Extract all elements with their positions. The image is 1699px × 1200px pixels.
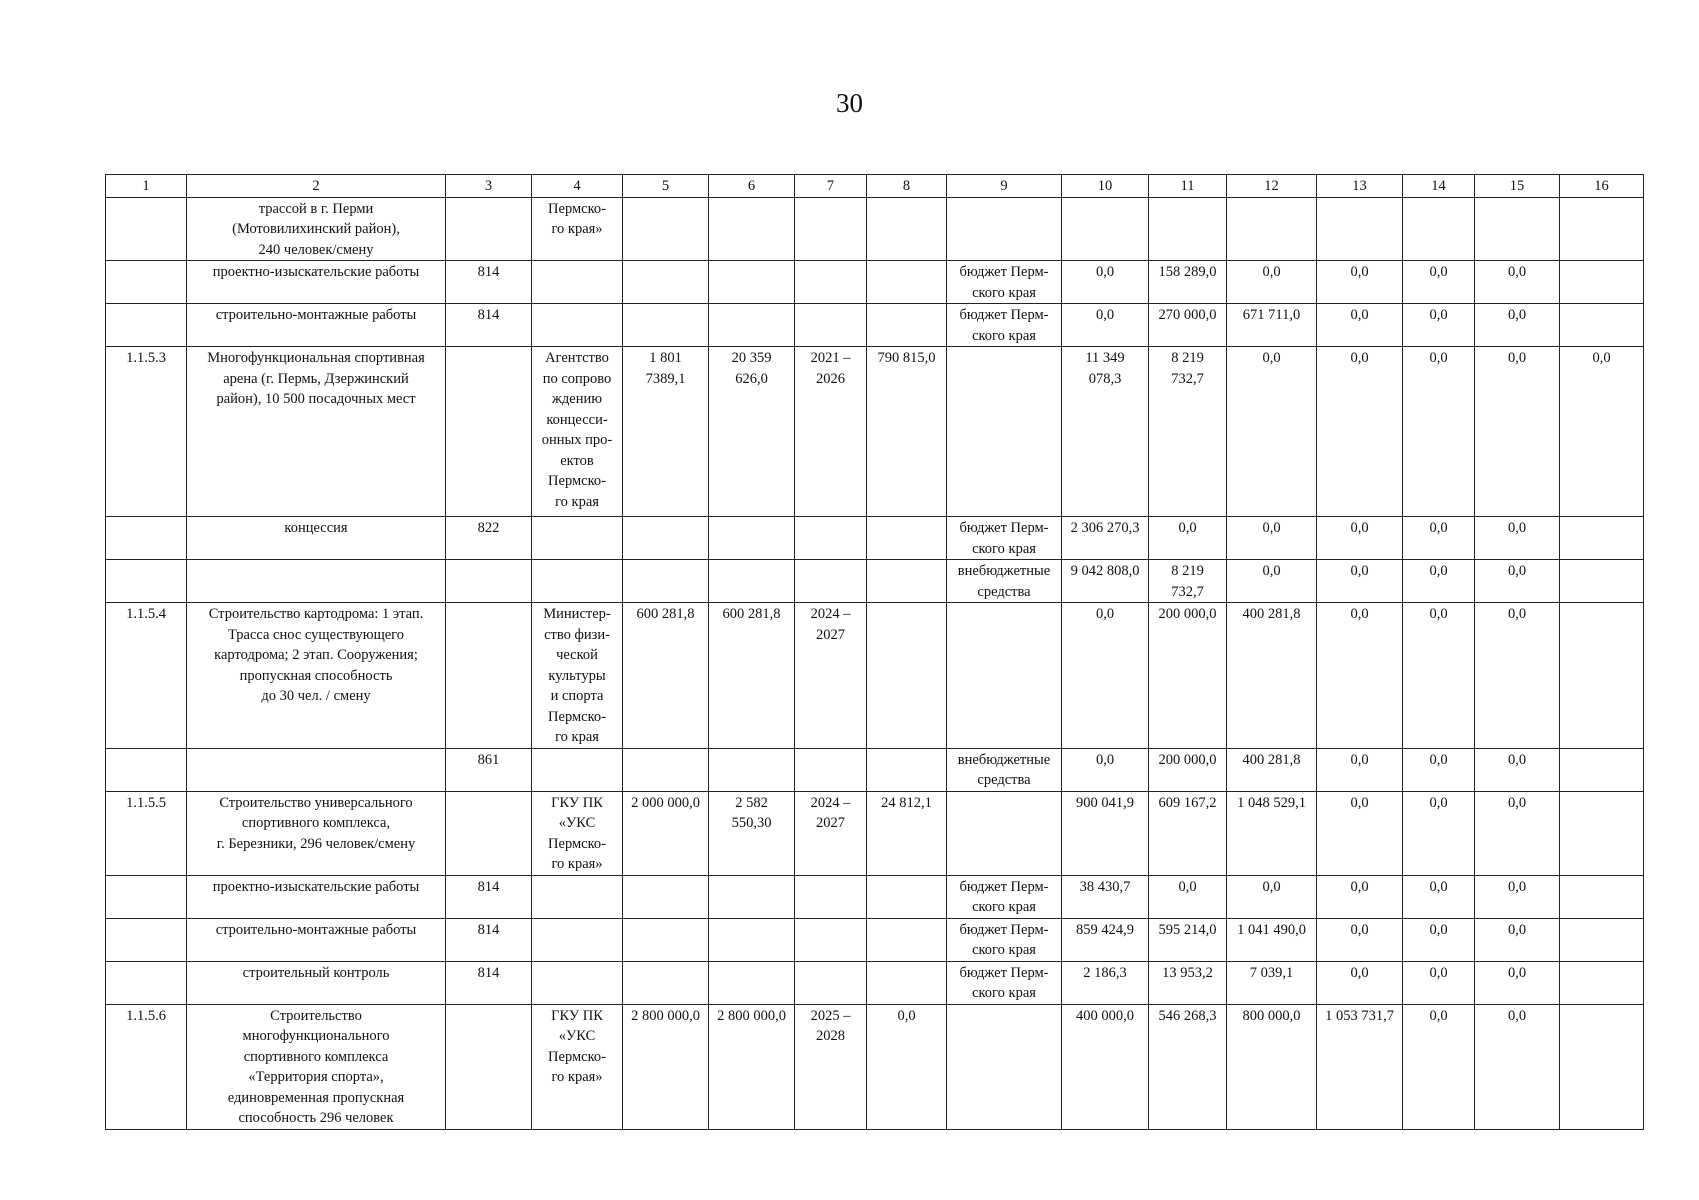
amount-cell: 1 053 731,7 — [1317, 1004, 1403, 1129]
period-cell: 2024 – 2027 — [795, 603, 867, 749]
period-cell — [795, 197, 867, 261]
source-cell: внебюджетные средства — [947, 560, 1062, 603]
cost-cell — [867, 261, 947, 304]
financing-table — [105, 174, 1644, 1130]
source-cell: бюджет Перм- ского края — [947, 875, 1062, 918]
executor-cell — [532, 560, 623, 603]
col-header: 8 — [867, 175, 947, 198]
item-code-cell: 1.1.5.3 — [106, 347, 187, 517]
period-cell — [795, 961, 867, 1004]
cost-cell — [623, 875, 709, 918]
source-cell — [947, 791, 1062, 875]
kbk-cell: 822 — [446, 517, 532, 560]
amount-cell — [1560, 261, 1644, 304]
item-name-cell: строительно-монтажные работы — [187, 304, 446, 347]
amount-cell: 0,0 — [1317, 603, 1403, 749]
amount-cell: 0,0 — [1227, 347, 1317, 517]
table-row — [106, 748, 1644, 791]
cost-cell: 2 800 000,0 — [709, 1004, 795, 1129]
source-cell: бюджет Перм- ского края — [947, 304, 1062, 347]
col-header: 16 — [1560, 175, 1644, 198]
cost-cell — [709, 875, 795, 918]
item-name-cell: трассой в г. Перми (Мотовилихинский район), 240 человек/смену — [187, 197, 446, 261]
cost-cell — [623, 961, 709, 1004]
amount-cell: 0,0 — [1403, 1004, 1475, 1129]
amount-cell: 0,0 — [1403, 875, 1475, 918]
amount-cell: 1 041 490,0 — [1227, 918, 1317, 961]
item-name-cell — [187, 748, 446, 791]
cost-cell — [709, 918, 795, 961]
kbk-cell — [446, 197, 532, 261]
amount-cell: 400 281,8 — [1227, 748, 1317, 791]
amount-cell: 0,0 — [1062, 748, 1149, 791]
item-code-cell — [106, 304, 187, 347]
col-header: 15 — [1475, 175, 1560, 198]
header-row — [106, 175, 1644, 198]
cost-cell — [709, 961, 795, 1004]
kbk-cell: 814 — [446, 261, 532, 304]
col-header: 9 — [947, 175, 1062, 198]
item-name-cell: строительный контроль — [187, 961, 446, 1004]
cost-cell — [867, 517, 947, 560]
amount-cell: 7 039,1 — [1227, 961, 1317, 1004]
amount-cell: 0,0 — [1317, 875, 1403, 918]
table-row — [106, 261, 1644, 304]
amount-cell: 2 186,3 — [1062, 961, 1149, 1004]
table-row — [106, 304, 1644, 347]
cost-cell — [709, 304, 795, 347]
period-cell — [795, 918, 867, 961]
amount-cell: 0,0 — [1317, 517, 1403, 560]
kbk-cell: 814 — [446, 304, 532, 347]
amount-cell: 0,0 — [1475, 791, 1560, 875]
cost-cell — [709, 517, 795, 560]
amount-cell — [1560, 1004, 1644, 1129]
cost-cell: 2 800 000,0 — [623, 1004, 709, 1129]
item-code-cell — [106, 918, 187, 961]
table-row — [106, 918, 1644, 961]
item-code-cell — [106, 961, 187, 1004]
period-cell: 2021 – 2026 — [795, 347, 867, 517]
kbk-cell: 861 — [446, 748, 532, 791]
executor-cell — [532, 517, 623, 560]
amount-cell — [1560, 560, 1644, 603]
kbk-cell: 814 — [446, 875, 532, 918]
amount-cell: 8 219 732,7 — [1149, 560, 1227, 603]
page-number: 30 — [836, 88, 863, 118]
executor-cell: ГКУ ПК «УКС Пермско- го края» — [532, 1004, 623, 1129]
period-cell: 2025 – 2028 — [795, 1004, 867, 1129]
amount-cell: 9 042 808,0 — [1062, 560, 1149, 603]
col-header: 3 — [446, 175, 532, 198]
executor-cell: ГКУ ПК «УКС Пермско- го края» — [532, 791, 623, 875]
cost-cell — [623, 517, 709, 560]
amount-cell: 0,0 — [1062, 603, 1149, 749]
item-code-cell: 1.1.5.6 — [106, 1004, 187, 1129]
amount-cell — [1560, 961, 1644, 1004]
item-name-cell: Многофункциональная спортивная арена (г. Пермь, Дзержинский район), 10 500 посадочных мест — [187, 347, 446, 517]
table-row — [106, 347, 1644, 517]
cost-cell: 2 582 550,30 — [709, 791, 795, 875]
amount-cell: 0,0 — [1475, 517, 1560, 560]
col-header: 1 — [106, 175, 187, 198]
amount-cell — [1560, 197, 1644, 261]
table-row — [106, 1004, 1644, 1129]
amount-cell: 0,0 — [1403, 961, 1475, 1004]
item-code-cell: 1.1.5.4 — [106, 603, 187, 749]
item-name-cell: Строительство многофункционального спортивного комплекса «Территория спорта», единовременная пропускная способность 296 человек — [187, 1004, 446, 1129]
period-cell: 2024 – 2027 — [795, 791, 867, 875]
kbk-cell — [446, 347, 532, 517]
cost-cell — [709, 748, 795, 791]
item-code-cell — [106, 517, 187, 560]
cost-cell — [867, 197, 947, 261]
period-cell — [795, 748, 867, 791]
table-row — [106, 197, 1644, 261]
cost-cell — [623, 304, 709, 347]
kbk-cell — [446, 603, 532, 749]
source-cell: бюджет Перм- ского края — [947, 261, 1062, 304]
amount-cell: 0,0 — [1475, 603, 1560, 749]
amount-cell — [1560, 791, 1644, 875]
cost-cell: 600 281,8 — [623, 603, 709, 749]
cost-cell: 790 815,0 — [867, 347, 947, 517]
kbk-cell — [446, 560, 532, 603]
amount-cell: 0,0 — [1227, 875, 1317, 918]
amount-cell: 0,0 — [1227, 517, 1317, 560]
amount-cell: 0,0 — [1317, 347, 1403, 517]
amount-cell: 0,0 — [1475, 560, 1560, 603]
source-cell: внебюджетные средства — [947, 748, 1062, 791]
source-cell — [947, 347, 1062, 517]
executor-cell: Пермско- го края» — [532, 197, 623, 261]
amount-cell: 400 281,8 — [1227, 603, 1317, 749]
item-code-cell — [106, 197, 187, 261]
col-header: 7 — [795, 175, 867, 198]
amount-cell: 0,0 — [1403, 304, 1475, 347]
amount-cell: 0,0 — [1475, 918, 1560, 961]
item-code-cell — [106, 748, 187, 791]
col-header: 13 — [1317, 175, 1403, 198]
item-name-cell: Строительство картодрома: 1 этап. Трасса снос существующего картодрома; 2 этап. Сооружения; пропускная способность до 30 чел. / смену — [187, 603, 446, 749]
table-row — [106, 517, 1644, 560]
col-header: 11 — [1149, 175, 1227, 198]
col-header: 4 — [532, 175, 623, 198]
executor-cell — [532, 261, 623, 304]
amount-cell: 0,0 — [1403, 918, 1475, 961]
item-code-cell — [106, 875, 187, 918]
amount-cell: 859 424,9 — [1062, 918, 1149, 961]
amount-cell — [1560, 748, 1644, 791]
col-header: 2 — [187, 175, 446, 198]
amount-cell: 38 430,7 — [1062, 875, 1149, 918]
cost-cell: 20 359 626,0 — [709, 347, 795, 517]
executor-cell: Агентство по сопрово ждению концесси- онных про- ектов Пермско- го края — [532, 347, 623, 517]
item-name-cell: проектно-изыскательские работы — [187, 261, 446, 304]
cost-cell — [709, 197, 795, 261]
executor-cell — [532, 961, 623, 1004]
cost-cell — [623, 261, 709, 304]
amount-cell: 0,0 — [1227, 261, 1317, 304]
amount-cell — [1403, 197, 1475, 261]
kbk-cell: 814 — [446, 961, 532, 1004]
source-cell: бюджет Перм- ского края — [947, 918, 1062, 961]
amount-cell — [1560, 304, 1644, 347]
period-cell — [795, 304, 867, 347]
period-cell — [795, 517, 867, 560]
source-cell: бюджет Перм- ского края — [947, 517, 1062, 560]
amount-cell: 546 268,3 — [1149, 1004, 1227, 1129]
kbk-cell: 814 — [446, 918, 532, 961]
amount-cell: 0,0 — [1403, 517, 1475, 560]
cost-cell — [623, 748, 709, 791]
amount-cell: 0,0 — [1475, 1004, 1560, 1129]
cost-cell: 0,0 — [867, 1004, 947, 1129]
col-header: 10 — [1062, 175, 1149, 198]
amount-cell: 595 214,0 — [1149, 918, 1227, 961]
amount-cell: 0,0 — [1317, 918, 1403, 961]
amount-cell: 0,0 — [1475, 304, 1560, 347]
amount-cell: 0,0 — [1317, 304, 1403, 347]
amount-cell: 0,0 — [1317, 261, 1403, 304]
source-cell: бюджет Перм- ского края — [947, 961, 1062, 1004]
item-code-cell — [106, 261, 187, 304]
table-row — [106, 961, 1644, 1004]
amount-cell: 0,0 — [1317, 560, 1403, 603]
col-header: 6 — [709, 175, 795, 198]
amount-cell: 0,0 — [1475, 875, 1560, 918]
amount-cell: 270 000,0 — [1149, 304, 1227, 347]
amount-cell: 11 349 078,3 — [1062, 347, 1149, 517]
period-cell — [795, 261, 867, 304]
amount-cell: 8 219 732,7 — [1149, 347, 1227, 517]
cost-cell — [867, 875, 947, 918]
amount-cell: 0,0 — [1403, 791, 1475, 875]
table-row — [106, 603, 1644, 749]
amount-cell — [1062, 197, 1149, 261]
amount-cell: 200 000,0 — [1149, 603, 1227, 749]
item-name-cell: строительно-монтажные работы — [187, 918, 446, 961]
amount-cell: 0,0 — [1317, 791, 1403, 875]
amount-cell: 0,0 — [1475, 961, 1560, 1004]
amount-cell: 0,0 — [1403, 560, 1475, 603]
kbk-cell — [446, 1004, 532, 1129]
table-row — [106, 791, 1644, 875]
cost-cell — [867, 603, 947, 749]
cost-cell: 24 812,1 — [867, 791, 947, 875]
amount-cell: 13 953,2 — [1149, 961, 1227, 1004]
amount-cell: 0,0 — [1560, 347, 1644, 517]
item-name-cell: Строительство универсального спортивного комплекса, г. Березники, 296 человек/смену — [187, 791, 446, 875]
cost-cell — [623, 197, 709, 261]
source-cell — [947, 1004, 1062, 1129]
amount-cell: 0,0 — [1475, 261, 1560, 304]
cost-cell: 600 281,8 — [709, 603, 795, 749]
amount-cell — [1560, 603, 1644, 749]
amount-cell — [1227, 197, 1317, 261]
period-cell — [795, 875, 867, 918]
amount-cell: 200 000,0 — [1149, 748, 1227, 791]
amount-cell: 0,0 — [1149, 517, 1227, 560]
col-header: 5 — [623, 175, 709, 198]
executor-cell — [532, 304, 623, 347]
amount-cell: 2 306 270,3 — [1062, 517, 1149, 560]
item-name-cell — [187, 560, 446, 603]
amount-cell: 609 167,2 — [1149, 791, 1227, 875]
amount-cell: 0,0 — [1317, 748, 1403, 791]
source-cell — [947, 603, 1062, 749]
cost-cell — [623, 918, 709, 961]
cost-cell — [867, 560, 947, 603]
cost-cell — [867, 961, 947, 1004]
amount-cell: 800 000,0 — [1227, 1004, 1317, 1129]
amount-cell — [1317, 197, 1403, 261]
amount-cell: 0,0 — [1227, 560, 1317, 603]
amount-cell: 0,0 — [1062, 304, 1149, 347]
amount-cell: 0,0 — [1403, 261, 1475, 304]
col-header: 14 — [1403, 175, 1475, 198]
executor-cell: Министер- ство физи- ческой культуры и спорта Пермско- го края — [532, 603, 623, 749]
cost-cell — [867, 304, 947, 347]
amount-cell: 0,0 — [1062, 261, 1149, 304]
cost-cell: 2 000 000,0 — [623, 791, 709, 875]
amount-cell: 0,0 — [1149, 875, 1227, 918]
cost-cell — [867, 918, 947, 961]
cost-cell — [867, 748, 947, 791]
amount-cell: 0,0 — [1475, 347, 1560, 517]
col-header: 12 — [1227, 175, 1317, 198]
amount-cell: 0,0 — [1403, 603, 1475, 749]
kbk-cell — [446, 791, 532, 875]
amount-cell — [1560, 918, 1644, 961]
amount-cell — [1149, 197, 1227, 261]
table-body — [106, 197, 1644, 1129]
amount-cell: 0,0 — [1475, 748, 1560, 791]
period-cell — [795, 560, 867, 603]
item-name-cell: проектно-изыскательские работы — [187, 875, 446, 918]
amount-cell — [1560, 517, 1644, 560]
cost-cell — [709, 261, 795, 304]
executor-cell — [532, 875, 623, 918]
item-code-cell: 1.1.5.5 — [106, 791, 187, 875]
amount-cell — [1560, 875, 1644, 918]
cost-cell — [709, 560, 795, 603]
cost-cell: 1 801 7389,1 — [623, 347, 709, 517]
amount-cell: 1 048 529,1 — [1227, 791, 1317, 875]
table-row — [106, 875, 1644, 918]
item-name-cell: концессия — [187, 517, 446, 560]
amount-cell: 400 000,0 — [1062, 1004, 1149, 1129]
amount-cell: 0,0 — [1403, 748, 1475, 791]
amount-cell: 158 289,0 — [1149, 261, 1227, 304]
amount-cell: 671 711,0 — [1227, 304, 1317, 347]
source-cell — [947, 197, 1062, 261]
executor-cell — [532, 918, 623, 961]
amount-cell: 900 041,9 — [1062, 791, 1149, 875]
amount-cell: 0,0 — [1403, 347, 1475, 517]
table-row — [106, 560, 1644, 603]
cost-cell — [623, 560, 709, 603]
amount-cell: 0,0 — [1317, 961, 1403, 1004]
item-code-cell — [106, 560, 187, 603]
executor-cell — [532, 748, 623, 791]
amount-cell — [1475, 197, 1560, 261]
